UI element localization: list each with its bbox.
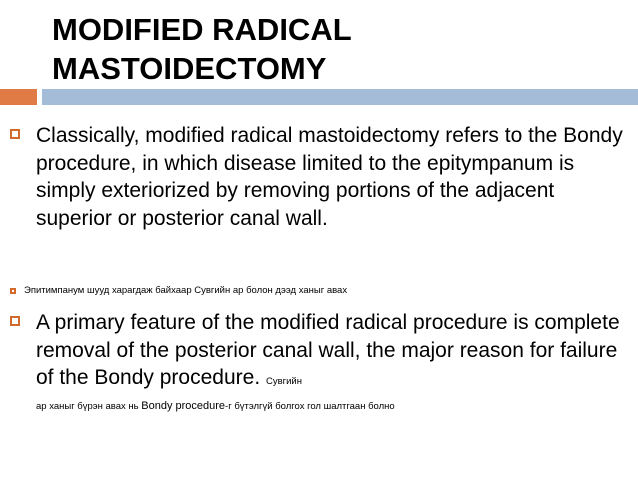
title-line-2: MASTOIDECTOMY <box>52 51 327 86</box>
bullet-text-3-main: A primary feature of the modified radical procedure is complete removal of the posterior canal wall, the major reason for failure of the Bondy procedure. <box>36 311 620 389</box>
bullet-item-2 <box>10 283 635 298</box>
bullet-text-2: Эпитимпанум шууд харагдаж байхаар Сувгийн ар болон дээд ханыг авах <box>24 285 348 296</box>
tail-part-c: -г бүтэлгүй болгох гол шалтгаан болно <box>225 400 395 412</box>
bullet-item-3 <box>10 309 635 414</box>
bullet-item-1 <box>10 122 635 232</box>
slide-title <box>52 10 472 88</box>
square-bullet-icon <box>10 129 20 139</box>
bullet-text-3-tail-start: Сувгийн <box>266 376 302 387</box>
tail-part-b: Bondy procedure <box>141 399 226 412</box>
bullet-text-3-tail-line <box>36 399 635 414</box>
bullet-text-1: Classically, modified radical mastoidectomy refers to the Bondy procedure, in which disease limited to the epitympanum is simply exteriorized by removing portions of the adjacent superior or posterior canal wall. <box>36 124 623 230</box>
tail-part-a: ар ханыг бүрэн авах нь <box>36 400 139 412</box>
square-bullet-icon <box>10 316 20 326</box>
orange-accent-bar <box>0 89 37 105</box>
blue-accent-bar <box>42 89 638 105</box>
bullet-text-3 <box>20 309 635 414</box>
title-line-1: MODIFIED RADICAL <box>52 12 352 47</box>
